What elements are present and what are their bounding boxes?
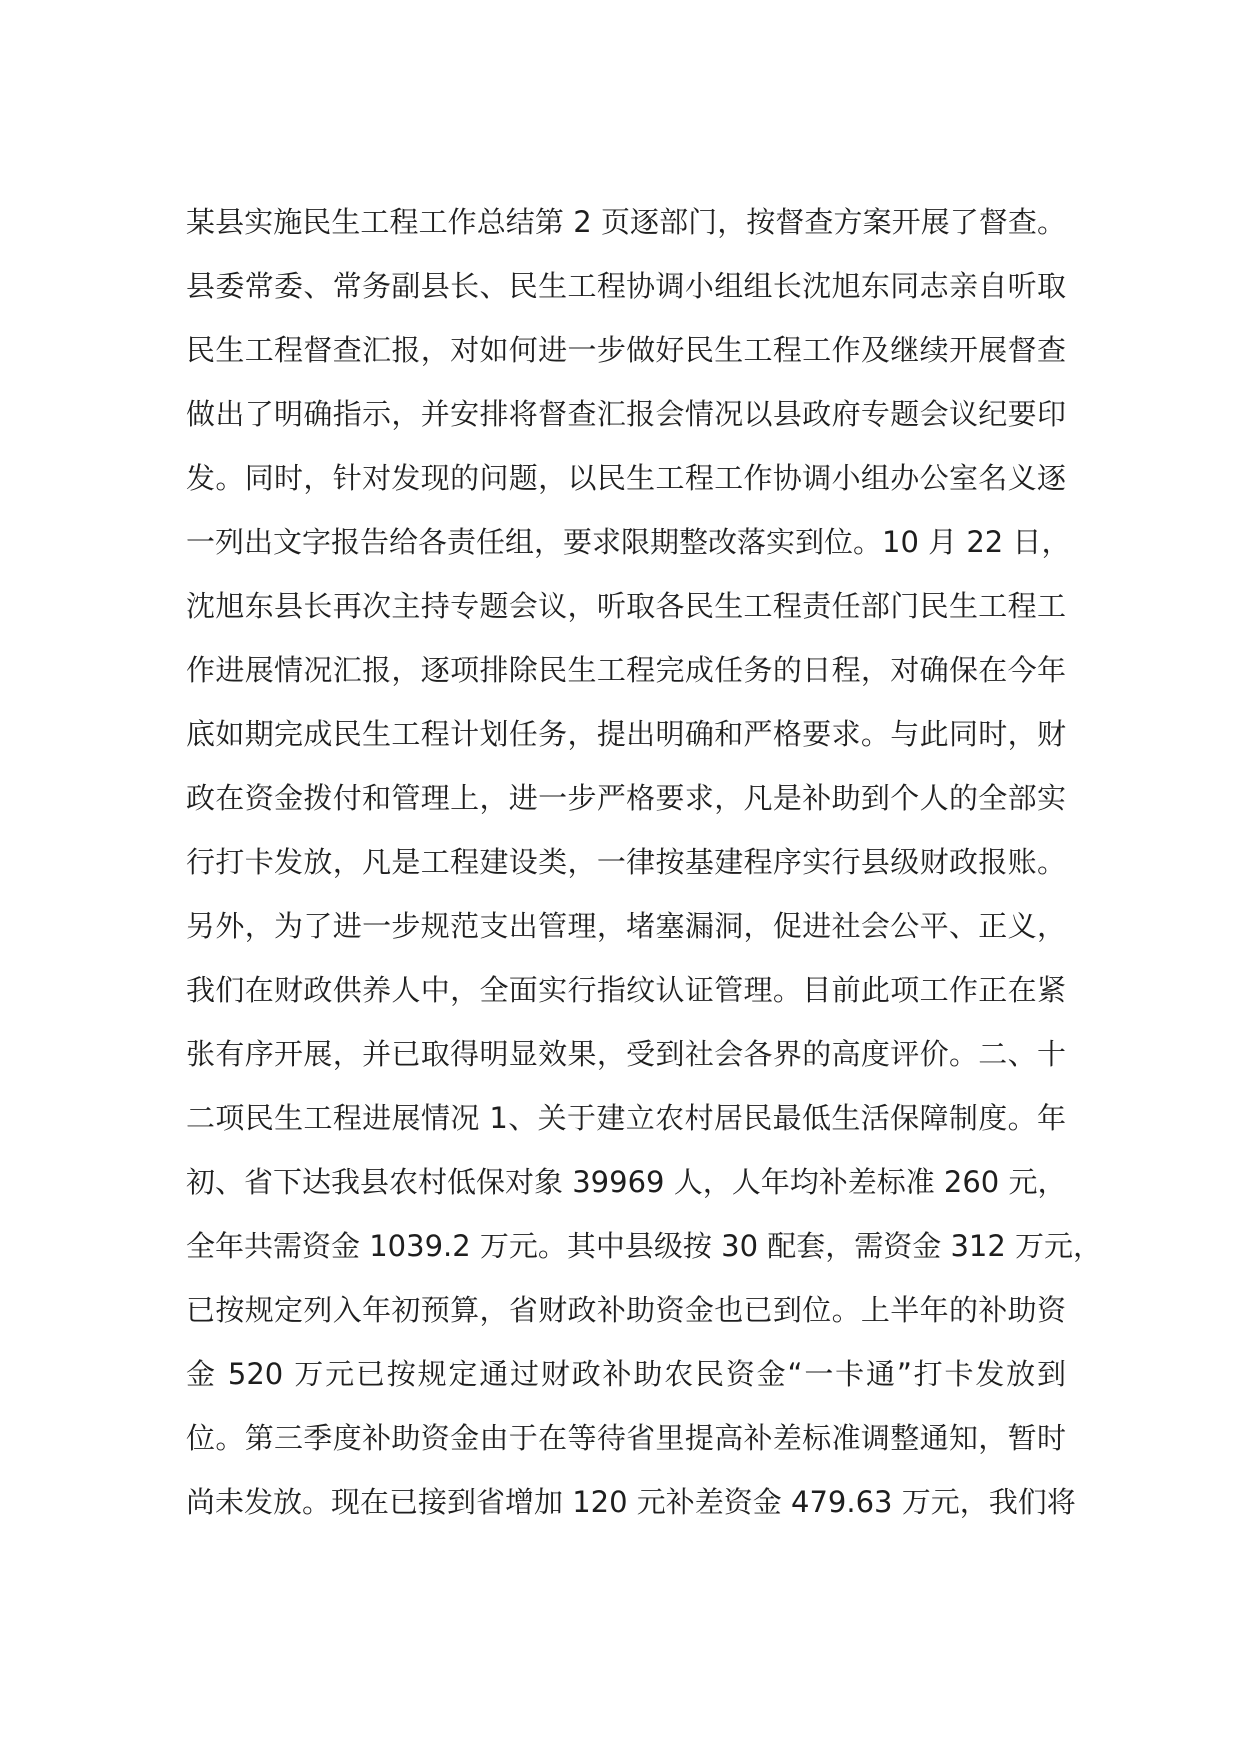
text-line: 已按规定列入年初预算，省财政补助资金也已到位。上半年的补助资 xyxy=(186,1293,1066,1327)
text-line: 金 520 万元已按规定通过财政补助农民资金“一卡通”打卡发放到 xyxy=(186,1357,1066,1391)
text-line: 尚未发放。现在已接到省增加 120 元补差资金 479.63 万元，我们将 xyxy=(186,1485,1076,1519)
text-line: 民生工程督查汇报，对如何进一步做好民生工程工作及继续开展督查 xyxy=(186,333,1066,367)
text-line: 政在资金拨付和管理上，进一步严格要求，凡是补助到个人的全部实 xyxy=(186,781,1066,815)
text-line: 另外，为了进一步规范支出管理，堵塞漏洞，促进社会公平、正义， xyxy=(186,909,1066,943)
text-line: 行打卡发放，凡是工程建设类，一律按基建程序实行县级财政报账。 xyxy=(186,845,1066,879)
text-line: 底如期完成民生工程计划任务，提出明确和严格要求。与此同时，财 xyxy=(186,717,1066,751)
text-line: 发。同时，针对发现的问题，以民生工程工作协调小组办公室名义逐 xyxy=(186,461,1066,495)
text-line: 沈旭东县长再次主持专题会议，听取各民生工程责任部门民生工程工 xyxy=(186,589,1066,623)
text-line: 全年共需资金 1039.2 万元。其中县级按 30 配套，需资金 312 万元， xyxy=(186,1229,1103,1263)
document-body xyxy=(186,196,1103,1540)
text-line: 一列出文字报告给各责任组，要求限期整改落实到位。10 月 22 日， xyxy=(186,525,1071,559)
text-line: 某县实施民生工程工作总结第 2 页逐部门，按督查方案开展了督查。 xyxy=(186,205,1066,239)
text-line: 位。第三季度补助资金由于在等待省里提高补差标准调整通知，暂时 xyxy=(186,1421,1066,1455)
text-line: 初、省下达我县农村低保对象 39969 人，人年均补差标准 260 元， xyxy=(186,1165,1067,1199)
text-line: 张有序开展，并已取得明显效果，受到社会各界的高度评价。二、十 xyxy=(186,1037,1066,1071)
text-line: 我们在财政供养人中，全面实行指纹认证管理。目前此项工作正在紧 xyxy=(186,973,1066,1007)
text-line: 作进展情况汇报，逐项排除民生工程完成任务的日程，对确保在今年 xyxy=(186,653,1066,687)
text-line: 二项民生工程进展情况 1、关于建立农村居民最低生活保障制度。年 xyxy=(186,1101,1066,1135)
text-line: 县委常委、常务副县长、民生工程协调小组组长沈旭东同志亲自听取 xyxy=(186,269,1066,303)
text-line: 做出了明确指示，并安排将督查汇报会情况以县政府专题会议纪要印 xyxy=(186,397,1066,431)
